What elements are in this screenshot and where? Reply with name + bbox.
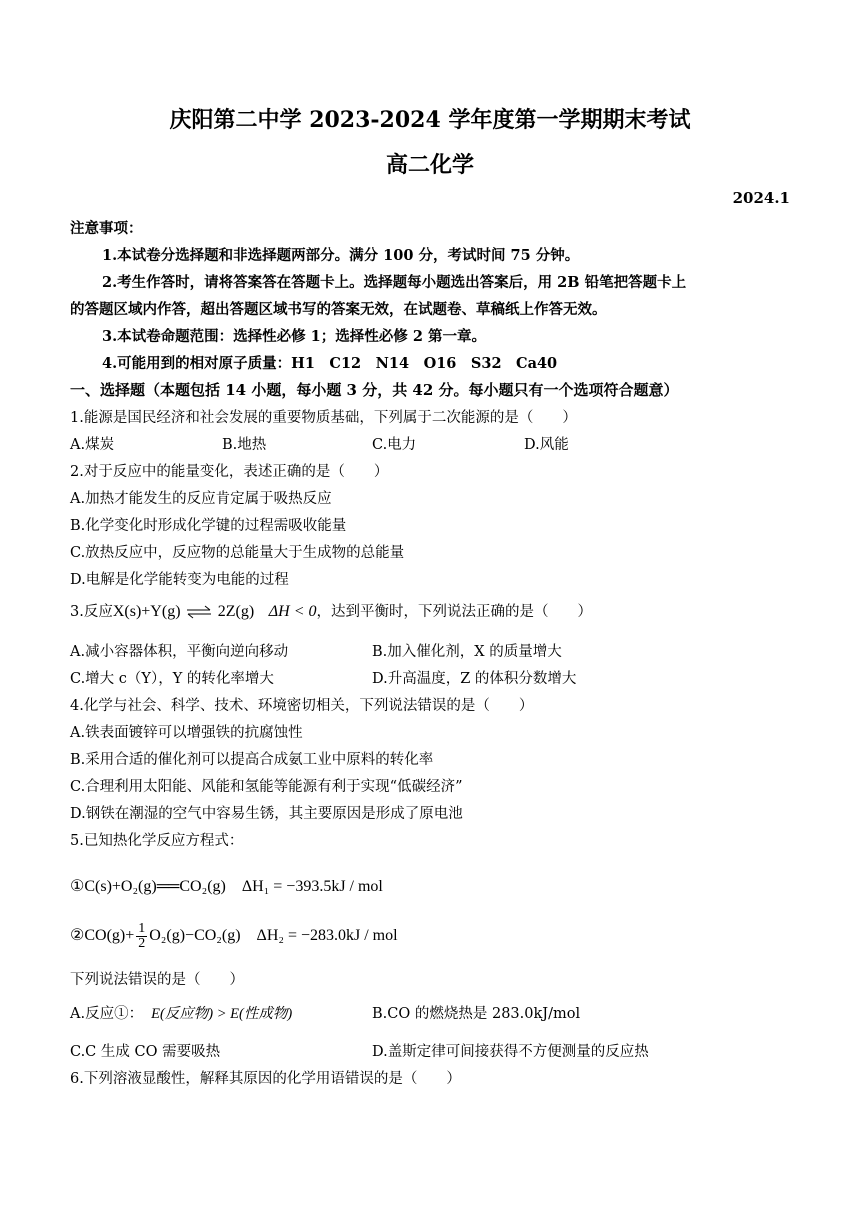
- q2-stem: 2.对于反应中的能量变化，表述正确的是（ ）: [70, 464, 389, 480]
- fraction-numerator: 1: [138, 921, 146, 936]
- q5-eq2-part-a: ②CO(g)+: [70, 927, 135, 945]
- notice-item-2: 2.考生作答时，请将答案答在答题卡上。选择题每小题选出答案后，用 2B 铅笔把答题卡上: [102, 274, 687, 291]
- q3-delta-h: ΔH < 0: [268, 603, 317, 620]
- q5-eq2-part-b: O₂(g)−CO₂(g) ΔH₂ = −283.0kJ / mol: [149, 927, 398, 945]
- notice-item-3: 3.本试卷命题范围：选择性必修 1；选择性必修 2 第一章。: [102, 328, 486, 345]
- q3-stem: [70, 600, 592, 621]
- notice-item-2-cont: 的答题区域内作答，超出答题区域书写的答案无效，在试题卷、草稿纸上作答无效。: [70, 301, 607, 318]
- subject-title: 高二化学: [385, 152, 474, 178]
- q5-option-a-prefix: A.反应①：: [70, 1006, 144, 1022]
- q5-option-b: B.CO 的燃烧热是 283.0kJ/mol: [372, 1006, 581, 1022]
- exam-date: 2024.1: [732, 189, 790, 207]
- q5-option-c: C.C 生成 CO 需要吸热: [70, 1044, 221, 1060]
- q2-option-d: D.电解是化学能转变为电能的过程: [70, 572, 289, 588]
- q1-option-c: C.电力: [372, 437, 417, 453]
- q3-eq-left: X(s)+Y(g): [112, 603, 181, 620]
- notice-heading: 注意事项：: [70, 220, 143, 237]
- q3-option-a: A.减小容器体积，平衡向逆向移动: [70, 644, 289, 660]
- q5-stem: 5.已知热化学反应方程式：: [70, 833, 244, 849]
- q1-option-b: B.地热: [222, 437, 267, 453]
- q3-option-b: B.加入催化剂，X 的质量增大: [372, 644, 562, 660]
- q1-option-a: A.煤炭: [70, 437, 115, 453]
- q3-suffix: ，达到平衡时，下列说法正确的是（ ）: [316, 604, 593, 620]
- q5-option-d: D.盖斯定律可间接获得不方便测量的反应热: [372, 1044, 649, 1060]
- q2-option-c: C.放热反应中，反应物的总能量大于生成物的总能量: [70, 545, 405, 561]
- q3-option-d: D.升高温度，Z 的体积分数增大: [372, 671, 577, 687]
- q2-option-a: A.加热才能发生的反应肯定属于吸热反应: [70, 491, 332, 507]
- q4-option-a: A.铁表面镀锌可以增强铁的抗腐蚀性: [70, 725, 303, 741]
- q5-eq2-fraction: [136, 922, 147, 951]
- q4-stem: 4.化学与社会、科学、技术、环境密切相关，下列说法错误的是（ ）: [70, 698, 534, 714]
- equilibrium-arrows-icon: [185, 605, 213, 619]
- q5-equation-2: [70, 922, 398, 951]
- q5-option-a-expr: E(反应物) > E(性成物): [151, 1006, 293, 1022]
- q1-stem: 1.能源是国民经济和社会发展的重要物质基础，下列属于二次能源的是（ ）: [70, 410, 577, 426]
- q2-option-b: B.化学变化时形成化学键的过程需吸收能量: [70, 518, 347, 534]
- exam-title: 庆阳第二中学 2023-2024 学年度第一学期期末考试: [169, 107, 691, 133]
- notice-item-1: 1.本试卷分选择题和非选择题两部分。满分 100 分，考试时间 75 分钟。: [102, 247, 580, 264]
- q5-equation-1: ①C(s)+O₂(g)══CO₂(g) ΔH₁ = −393.5kJ / mol: [70, 878, 383, 895]
- q5-question: 下列说法错误的是（ ）: [70, 972, 244, 988]
- q6-stem: 6.下列溶液显酸性，解释其原因的化学用语错误的是（ ）: [70, 1071, 461, 1087]
- notice-item-4: 4.可能用到的相对原子质量：H1 C12 N14 O16 S32 Ca40: [102, 355, 558, 372]
- q3-prefix: 3.反应: [70, 604, 113, 620]
- fraction-denominator: 2: [138, 936, 146, 951]
- q5-option-a: [70, 1002, 292, 1023]
- q3-option-c: C.增大 c（Y），Y 的转化率增大: [70, 671, 274, 687]
- q1-option-d: D.风能: [524, 437, 569, 453]
- q4-option-d: D.钢铁在潮湿的空气中容易生锈，其主要原因是形成了原电池: [70, 806, 463, 822]
- section-heading: 一、选择题（本题包括 14 小题，每小题 3 分，共 42 分。每小题只有一个选项符合题意）: [70, 381, 679, 399]
- q4-option-b: B.采用合适的催化剂可以提高合成氨工业中原料的转化率: [70, 752, 434, 768]
- q4-option-c: C.合理利用太阳能、风能和氢能等能源有利于实现“低碳经济”: [70, 779, 463, 795]
- q3-eq-right: 2Z(g): [217, 603, 255, 620]
